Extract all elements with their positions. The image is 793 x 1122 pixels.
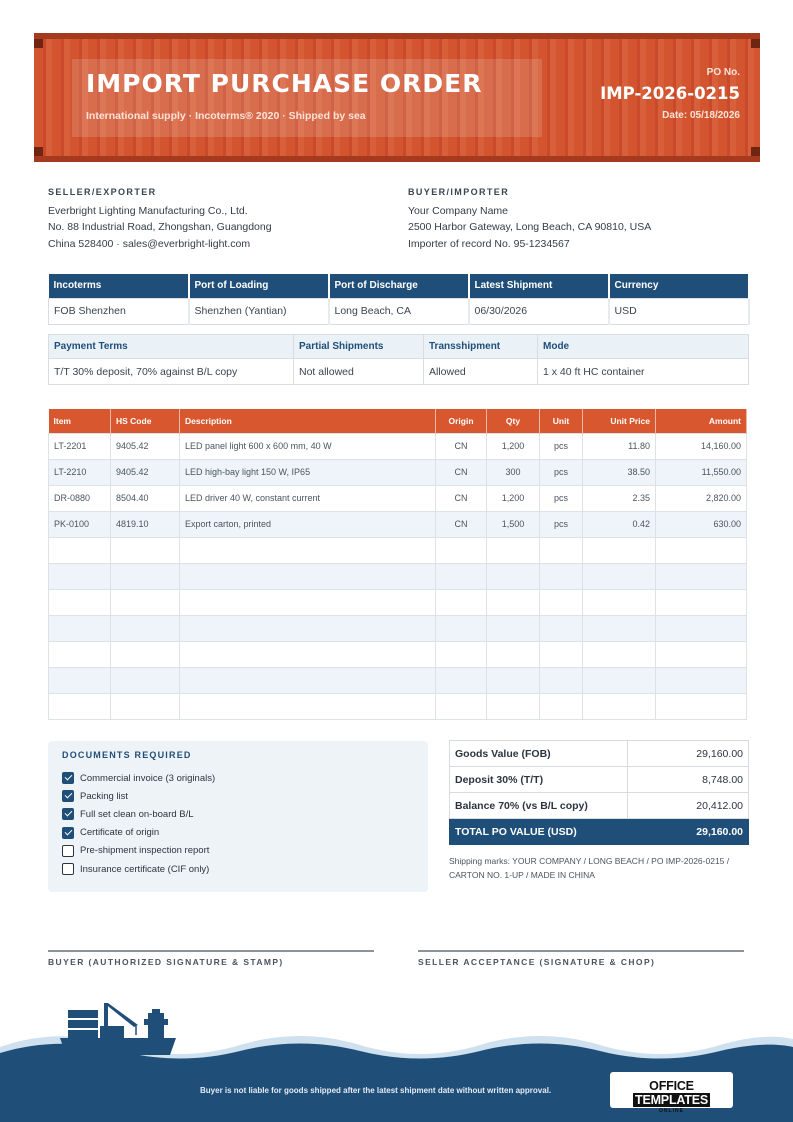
cell-description — [180, 641, 436, 667]
shipping-info-table — [48, 274, 750, 325]
cell-qty: 300 — [487, 459, 540, 485]
shipping-marks: Shipping marks: YOUR COMPANY / LONG BEACH / PO IMP-2026-0215 / CARTON NO. 1-UP / MADE IN CHINA — [449, 856, 730, 880]
cell-hs-code — [111, 693, 180, 719]
cell-origin — [436, 641, 487, 667]
buyer-block — [408, 184, 651, 252]
cell-description — [180, 537, 436, 563]
cell-amount — [656, 693, 747, 719]
buyer-signature-line — [48, 950, 374, 952]
cell-item-code — [49, 537, 111, 563]
cell-amount: 630.00 — [656, 511, 747, 537]
cell-unit-price — [583, 563, 656, 589]
buyer-name: Your Company Name — [408, 204, 508, 217]
cell-amount — [656, 537, 747, 563]
cell-description — [180, 615, 436, 641]
cell-item-code: DR-0880 — [49, 485, 111, 511]
partial-shipments-value: Not allowed — [294, 359, 424, 385]
cell-unit-price — [583, 667, 656, 693]
buyer-importer-number: Importer of record No. 95-1234567 — [408, 237, 570, 250]
deposit-value: 8,748.00 — [628, 767, 749, 793]
document-checklist-item[interactable] — [62, 808, 194, 820]
cell-unit: pcs — [540, 433, 583, 459]
container-corner — [34, 39, 43, 48]
header-port-of-discharge: Port of Discharge — [329, 274, 469, 298]
balance-label: Balance 70% (vs B/L copy) — [450, 793, 628, 819]
cell-unit-price — [583, 537, 656, 563]
table-header-row — [49, 335, 749, 359]
container-corner — [34, 147, 43, 156]
balance-value: 20,412.00 — [628, 793, 749, 819]
cell-unit-price: 2.35 — [583, 485, 656, 511]
seller-heading: SELLER/EXPORTER — [48, 187, 157, 197]
cell-unit — [540, 667, 583, 693]
cell-qty — [487, 537, 540, 563]
cell-amount — [656, 667, 747, 693]
documents-heading: DOCUMENTS REQUIRED — [62, 750, 192, 760]
document-checklist-item[interactable] — [62, 772, 215, 784]
header-partial-shipments: Partial Shipments — [294, 335, 424, 359]
document-checklist-item[interactable] — [62, 845, 209, 857]
cell-qty — [487, 563, 540, 589]
cell-unit — [540, 563, 583, 589]
cell-amount: 11,550.00 — [656, 459, 747, 485]
cell-hs-code — [111, 563, 180, 589]
cell-origin — [436, 667, 487, 693]
cell-item-code — [49, 667, 111, 693]
unchecked-checkbox-icon[interactable] — [62, 863, 74, 875]
seller-signature-line — [418, 950, 744, 952]
cell-item-code — [49, 641, 111, 667]
document-label: Pre-shipment inspection report — [80, 845, 210, 857]
cell-origin: CN — [436, 433, 487, 459]
line-items-table — [48, 409, 747, 720]
cell-hs-code: 9405.42 — [111, 459, 180, 485]
buyer-address: 2500 Harbor Gateway, Long Beach, CA 90810, USA — [408, 221, 652, 233]
cell-qty — [487, 693, 540, 719]
payment-terms-value: T/T 30% deposit, 70% against B/L copy — [49, 359, 294, 385]
cell-hs-code: 9405.42 — [111, 433, 180, 459]
cell-qty — [487, 667, 540, 693]
cell-unit — [540, 615, 583, 641]
cell-unit-price: 38.50 — [583, 459, 656, 485]
cell-origin: CN — [436, 511, 487, 537]
header-currency: Currency — [609, 274, 749, 298]
cell-description: LED driver 40 W, constant current — [180, 485, 436, 511]
cell-unit: pcs — [540, 459, 583, 485]
cell-unit-price — [583, 615, 656, 641]
cell-origin: CN — [436, 459, 487, 485]
cell-unit-price: 0.42 — [583, 511, 656, 537]
header-latest-shipment: Latest Shipment — [469, 274, 609, 298]
cell-unit-price — [583, 693, 656, 719]
document-label: Insurance certificate (CIF only) — [80, 863, 210, 875]
seller-contact: China 528400 · sales@everbright-light.com — [48, 237, 251, 250]
document-label: Commercial invoice (3 originals) — [80, 772, 216, 784]
cell-description — [180, 589, 436, 615]
cell-item-code — [49, 615, 111, 641]
port-of-loading-value: Shenzhen (Yantian) — [189, 298, 329, 324]
terms-table — [48, 334, 749, 385]
document-checklist-item[interactable] — [62, 863, 209, 875]
document-title: IMPORT PURCHASE ORDER — [86, 69, 483, 98]
table-row — [49, 459, 747, 485]
logo-word-office: OFFICE — [649, 1079, 694, 1093]
totals-row — [450, 767, 749, 793]
document-label: Packing list — [80, 790, 129, 802]
grand-total-row — [450, 819, 749, 845]
cell-item-code — [49, 563, 111, 589]
table-header-row — [49, 409, 747, 433]
transshipment-value: Allowed — [424, 359, 538, 385]
cell-hs-code — [111, 537, 180, 563]
table-row — [49, 641, 747, 667]
table-row — [49, 615, 747, 641]
document-label: Certificate of origin — [80, 827, 160, 839]
seller-name: Everbright Lighting Manufacturing Co., Ltd. — [48, 204, 248, 217]
cell-amount — [656, 615, 747, 641]
document-checklist-item[interactable] — [62, 827, 159, 839]
port-of-discharge-value: Long Beach, CA — [329, 298, 469, 324]
cell-hs-code — [111, 589, 180, 615]
document-subtitle: International supply · Incoterms® 2020 · Shipped by sea — [86, 110, 366, 122]
table-row — [49, 359, 749, 385]
cell-unit — [540, 641, 583, 667]
header-unit-price: Unit Price — [583, 409, 656, 433]
cell-origin — [436, 615, 487, 641]
cell-unit-price — [583, 589, 656, 615]
checked-checkbox-icon[interactable] — [62, 772, 74, 784]
container-corner — [751, 147, 760, 156]
cell-unit: pcs — [540, 511, 583, 537]
cell-origin: CN — [436, 485, 487, 511]
seller-block — [48, 184, 272, 252]
header-item: Item — [49, 409, 111, 433]
table-row — [49, 485, 747, 511]
document-label: Full set clean on-board B/L — [80, 808, 194, 820]
cell-item-code: LT-2201 — [49, 433, 111, 459]
cell-qty — [487, 641, 540, 667]
cell-description: LED high-bay light 150 W, IP65 — [180, 459, 436, 485]
cell-hs-code — [111, 641, 180, 667]
table-row — [49, 433, 747, 459]
cell-unit: pcs — [540, 485, 583, 511]
cell-description — [180, 693, 436, 719]
cell-qty: 1,200 — [487, 433, 540, 459]
totals-table — [449, 740, 749, 845]
header-qty: Qty — [487, 409, 540, 433]
po-date: Date: 05/18/2026 — [662, 110, 740, 121]
header-incoterms: Incoterms — [49, 274, 189, 298]
cell-qty: 1,200 — [487, 485, 540, 511]
documents-required-panel — [48, 741, 428, 892]
document-checklist-item[interactable] — [62, 790, 128, 802]
cell-hs-code: 4819.10 — [111, 511, 180, 537]
cell-description — [180, 563, 436, 589]
cell-amount — [656, 641, 747, 667]
checked-checkbox-icon[interactable] — [62, 790, 74, 802]
cell-description — [180, 667, 436, 693]
po-label: PO No. — [706, 67, 740, 78]
cell-description: LED panel light 600 x 600 mm, 40 W — [180, 433, 436, 459]
logo-subtext: ONLINE — [659, 1108, 684, 1114]
header-banner — [34, 33, 760, 162]
cell-amount — [656, 563, 747, 589]
grand-total-value: 29,160.00 — [628, 819, 749, 845]
buyer-signature-label: BUYER (AUTHORIZED SIGNATURE & STAMP) — [48, 957, 284, 967]
table-row — [49, 511, 747, 537]
table-row — [49, 298, 749, 324]
cell-qty — [487, 589, 540, 615]
cell-origin — [436, 589, 487, 615]
cell-qty — [487, 615, 540, 641]
cell-item-code — [49, 589, 111, 615]
mode-value: 1 x 40 ft HC container — [538, 359, 749, 385]
cell-origin — [436, 563, 487, 589]
deposit-label: Deposit 30% (T/T) — [450, 767, 628, 793]
buyer-heading: BUYER/IMPORTER — [408, 187, 510, 197]
po-number: IMP-2026-0215 — [600, 84, 740, 103]
header-payment-terms: Payment Terms — [49, 335, 294, 359]
cell-qty: 1,500 — [487, 511, 540, 537]
currency-value: USD — [609, 298, 749, 324]
goods-value-label: Goods Value (FOB) — [450, 741, 628, 767]
totals-row — [450, 793, 749, 819]
cell-hs-code — [111, 615, 180, 641]
goods-value: 29,160.00 — [628, 741, 749, 767]
cell-amount — [656, 589, 747, 615]
cell-item-code — [49, 693, 111, 719]
header-hs-code: HS Code — [111, 409, 180, 433]
header-description: Description — [180, 409, 436, 433]
header-unit: Unit — [540, 409, 583, 433]
seller-signature-label: SELLER ACCEPTANCE (SIGNATURE & CHOP) — [418, 957, 656, 967]
cell-amount: 14,160.00 — [656, 433, 747, 459]
cell-amount: 2,820.00 — [656, 485, 747, 511]
seller-address: No. 88 Industrial Road, Zhongshan, Guangdong — [48, 221, 272, 233]
table-header-row — [49, 274, 749, 298]
footer-note: Buyer is not liable for goods shipped after the latest shipment date without written approval. — [200, 1086, 552, 1095]
cell-unit-price — [583, 641, 656, 667]
incoterms-value: FOB Shenzhen — [49, 298, 189, 324]
logo-word-templates: TEMPLATES — [635, 1093, 708, 1107]
header-transshipment: Transshipment — [424, 335, 538, 359]
cell-unit — [540, 693, 583, 719]
checked-checkbox-icon[interactable] — [62, 827, 74, 839]
table-row — [49, 693, 747, 719]
header-port-of-loading: Port of Loading — [189, 274, 329, 298]
header-amount: Amount — [656, 409, 747, 433]
po-block — [600, 67, 740, 121]
table-row — [49, 563, 747, 589]
grand-total-label: TOTAL PO VALUE (USD) — [450, 819, 628, 845]
header-mode: Mode — [538, 335, 749, 359]
cell-origin — [436, 537, 487, 563]
table-row — [49, 667, 747, 693]
unchecked-checkbox-icon[interactable] — [62, 845, 74, 857]
totals-row — [450, 741, 749, 767]
container-corner — [751, 39, 760, 48]
cell-hs-code — [111, 667, 180, 693]
cell-description: Export carton, printed — [180, 511, 436, 537]
office-templates-logo — [610, 1072, 733, 1114]
checked-checkbox-icon[interactable] — [62, 808, 74, 820]
cell-item-code: LT-2210 — [49, 459, 111, 485]
table-row — [49, 589, 747, 615]
cell-origin — [436, 693, 487, 719]
cell-unit — [540, 537, 583, 563]
cell-hs-code: 8504.40 — [111, 485, 180, 511]
logo-text — [610, 1079, 733, 1107]
cell-unit — [540, 589, 583, 615]
header-origin: Origin — [436, 409, 487, 433]
cell-item-code: PK-0100 — [49, 511, 111, 537]
cell-unit-price: 11.80 — [583, 433, 656, 459]
latest-shipment-value: 06/30/2026 — [469, 298, 609, 324]
table-row — [49, 537, 747, 563]
